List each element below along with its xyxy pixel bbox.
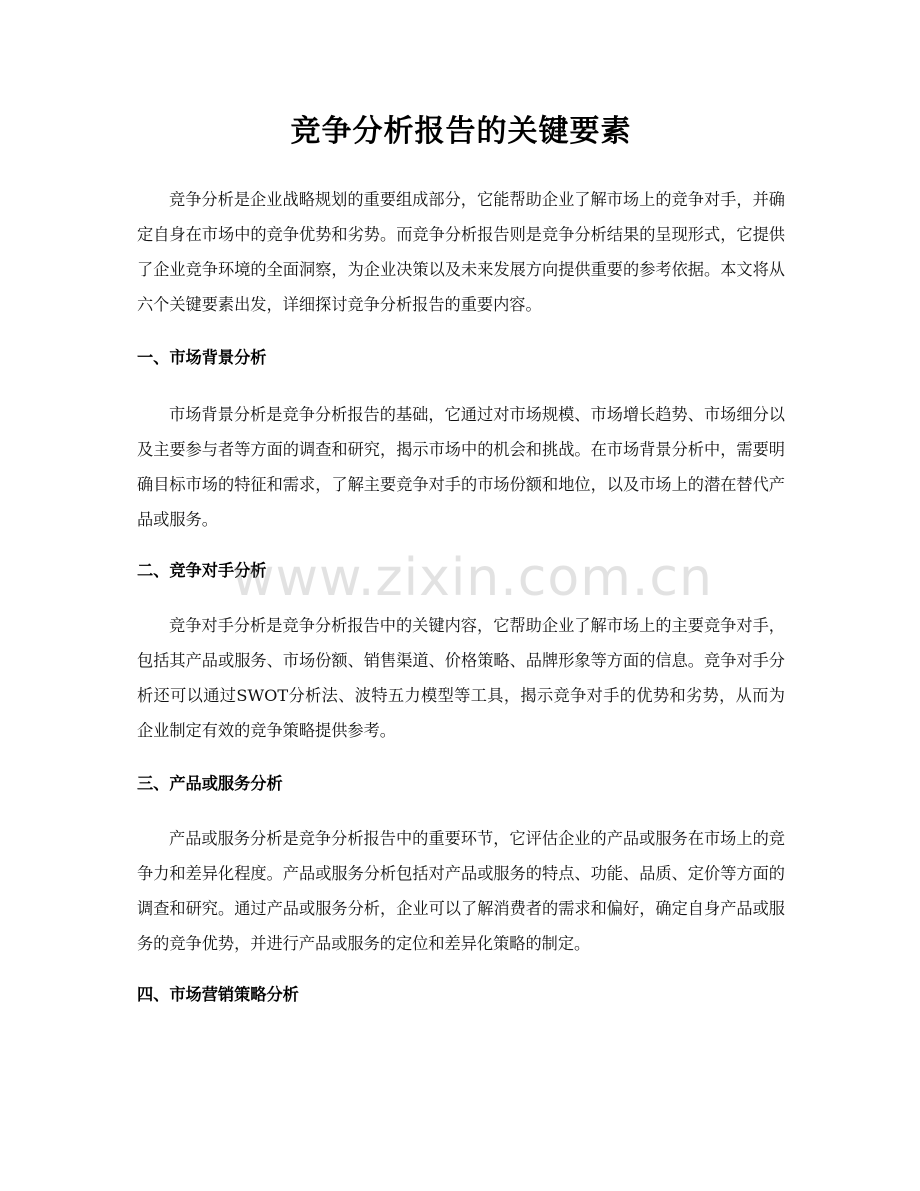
section-1-paragraph: 市场背景分析是竞争分析报告的基础，它通过对市场规模、市场增长趋势、市场细分以及主要参与者等方面的调查和研究，揭示市场中的机会和挑战。在市场背景分析中，需要明确目标市场的特征和需求，了解主要竞争对手的市场份额和地位，以及市场上的潜在替代产品或服务。 <box>137 405 785 529</box>
section-1-heading: 一、市场背景分析 <box>137 348 267 367</box>
section-3-heading: 三、产品或服务分析 <box>137 774 283 793</box>
section-3-paragraph: 产品或服务分析是竞争分析报告中的重要环节，它评估企业的产品或服务在市场上的竞争力和差异化程度。产品或服务分析包括对产品或服务的特点、功能、品质、定价等方面的调查和研究。通过产品或服务分析，企业可以了解消费者的需求和偏好，确定自身产品或服务的竞争优势，并进行产品或服务的定位和差异化策略的制定。 <box>137 829 785 953</box>
section-4-heading: 四、市场营销策略分析 <box>137 985 299 1004</box>
section-2-heading: 二、竞争对手分析 <box>137 561 267 580</box>
watermark-text: www.zixin.com.cn <box>232 548 713 608</box>
document-title: 竞争分析报告的关键要素 <box>290 114 632 149</box>
intro-paragraph: 竞争分析是企业战略规划的重要组成部分，它能帮助企业了解市场上的竞争对手，并确定自身在市场中的竞争优势和劣势。而竞争分析报告则是竞争分析结果的呈现形式，它提供了企业竞争环境的全面洞察，为企业决策以及未来发展方向提供重要的参考依据。本文将从六个关键要素出发，详细探讨竞争分析报告的重要内容。 <box>137 190 785 314</box>
section-2-paragraph: 竞争对手分析是竞争分析报告中的关键内容，它帮助企业了解市场上的主要竞争对手，包括其产品或服务、市场份额、销售渠道、价格策略、品牌形象等方面的信息。竞争对手分析还可以通过SWOT分析法、波特五力模型等工具，揭示竞争对手的优势和劣势，从而为企业制定有效的竞争策略提供参考。 <box>137 616 785 740</box>
document-content <box>137 108 785 1012</box>
